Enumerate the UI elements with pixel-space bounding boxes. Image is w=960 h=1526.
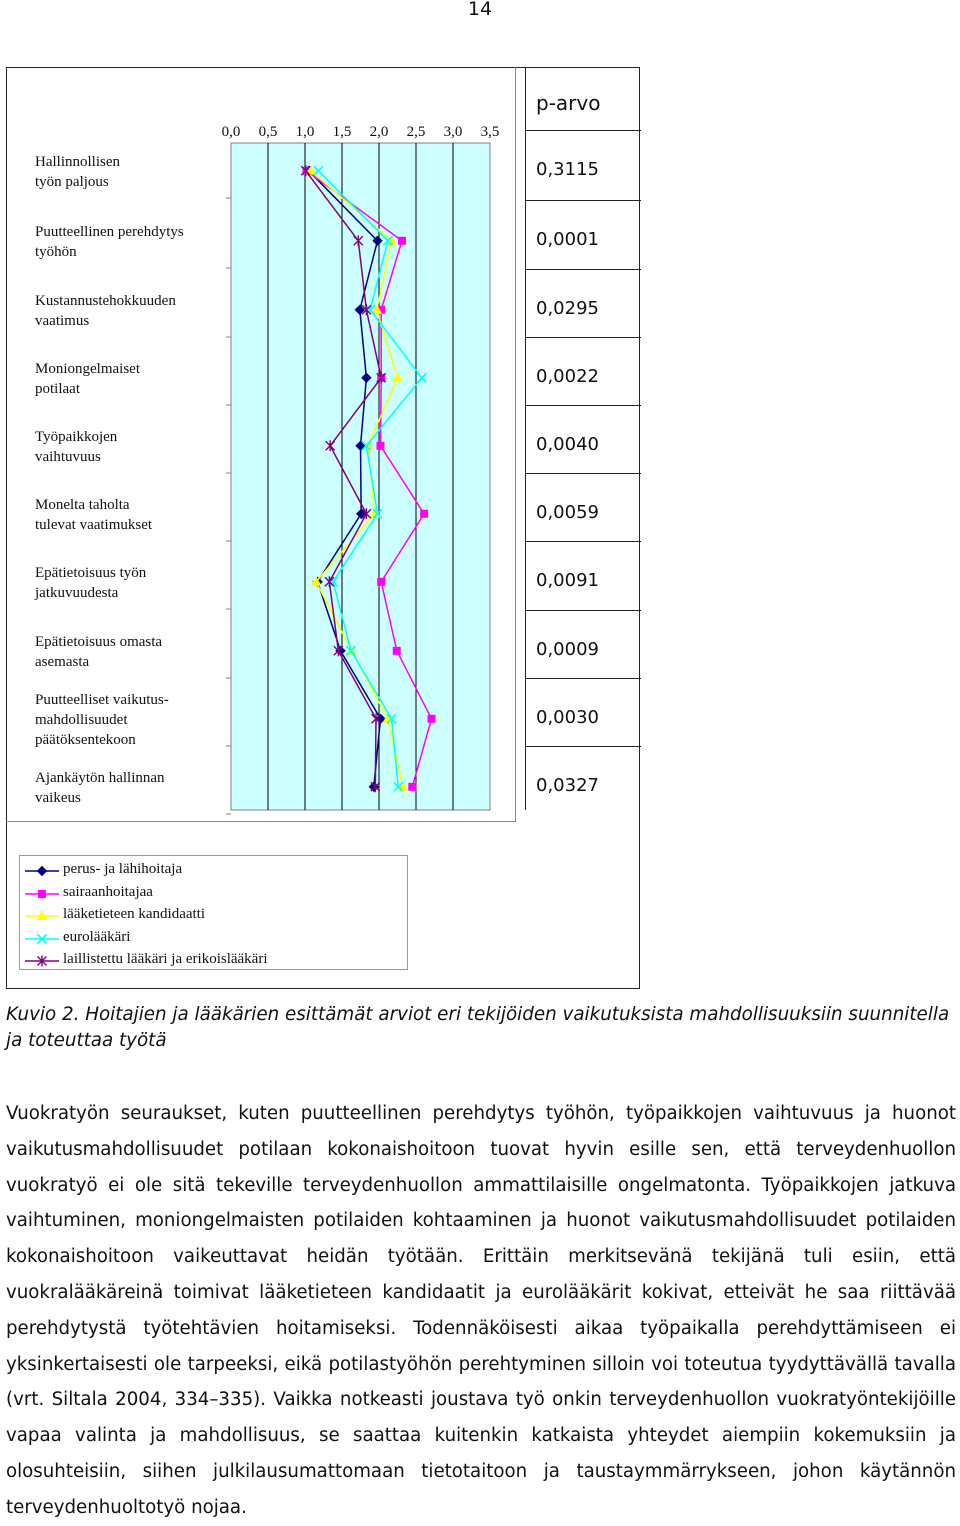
p-value-header: p-arvo (536, 91, 601, 115)
category-label: Ajankäytön hallinnan vaikeus (35, 769, 165, 806)
data-point (398, 237, 406, 245)
caption-text: Hoitajien ja lääkärien esittämät arviot eri tekijöiden vaikutuksista mahdollisuuksiin suunnitella ja toteuttaa työtä (6, 1004, 950, 1051)
data-point (38, 867, 47, 876)
x-tick-label: 3,5 (480, 124, 500, 140)
legend-label: sairaanhoitajaa (63, 883, 153, 900)
category-label: Epätietoisuus työn jatkuvuudesta (35, 564, 147, 601)
legend-entry (20, 951, 405, 973)
category-label: Työpaikkojen vaihtuvuus (35, 428, 118, 465)
legend-label: perus- ja lähihoitaja (63, 861, 183, 877)
legend-label: eurolääkäri (63, 928, 131, 945)
legend-entry (20, 884, 405, 906)
p-value-cell: 0,0091 (526, 541, 641, 609)
category-label: Puutteellinen perehdytys työhön (35, 223, 184, 260)
legend-entry (20, 906, 405, 928)
data-point (420, 510, 428, 518)
p-value-cell: 0,0022 (526, 337, 641, 405)
x-tick-label: 0,5 (258, 124, 278, 140)
p-value-cell: 0,0059 (526, 473, 641, 541)
caption-label: Kuvio 2. (6, 1004, 80, 1025)
data-point (38, 890, 46, 898)
p-value-cell: 0,0295 (526, 269, 641, 337)
category-label: Moniongelmaiset potilaat (35, 360, 140, 397)
x-tick-label: 1,0 (295, 124, 315, 140)
category-label: Puutteelliset vaikutus-mahdollisuudet päätöksentekoon (35, 691, 169, 748)
body-paragraph: Vuokratyön seuraukset, kuten puutteellinen perehdytys työhön, työpaikkojen vaihtuvuus ja huonot vaikutusmahdollisuudet potilaan kokonaishoitoon tuovat hyvin esille sen, että terveydenhuollon vuokratyö ei ole sitä tekeville terveydenhuollon ammattilaisille ongelmatonta. Työpaikkojen jatkuva vaihtuminen, moniongelmaisten potilaiden kohtaaminen ja huonot vaikutusmahdollisuudet potilaiden kokonaishoitoon vaikeuttavat heidän työtään. Erittäin merkitsevänä tekijänä tuli esiin, että vuokralääkäreinä toimivat lääketieteen kandidaatit ja eurolääkärit kokivat, etteivät he saa riittävää perehdytystä työtehtävien hoitamiseksi. Todennäköisesti aikaa työpaikalla perehdyttämiseen ei yksinkertaisesti ole tarpeeksi, eikä potilastyöhön perehtyminen silloin voi toteutua tyydyttävällä tavalla (vrt. Siltala 2004, 334–335). Vaikka notkeasti joustava työ onkin terveydenhuollon vuokratyöntekijöille vapaa valinta ja mahdollisuus, se saattaa kuitenkin katkaista yhteydet aiempiin kokemuksiin ja olosuhteisiin, siihen julkilausumattomaan tietotaitoon ja taustaymmärrykseen, johon käytännön terveydenhuoltotyö nojaa. (6, 1103, 956, 1518)
p-value-cell: 0,0030 (526, 678, 641, 746)
legend-swatch (25, 931, 59, 947)
p-value-cell: 0,3115 (526, 130, 641, 198)
figure-caption (6, 1002, 956, 1054)
category-label: Hallinnollisen työn paljous (35, 153, 120, 190)
data-point (408, 783, 416, 791)
page-number: 14 (467, 0, 493, 20)
data-point (428, 715, 436, 723)
category-label: Kustannustehokkuuden vaatimus (35, 292, 176, 329)
x-tick-label: 2,5 (406, 124, 426, 140)
legend-swatch (25, 908, 59, 924)
legend-entry (20, 929, 405, 951)
x-tick-label: 0,0 (221, 124, 241, 140)
category-label: Monelta taholta tulevat vaatimukset (35, 496, 153, 533)
data-point (376, 442, 384, 450)
p-value-cell: 0,0009 (526, 610, 641, 678)
p-value-cell: 0,0040 (526, 405, 641, 473)
legend-label: laillistettu lääkäri ja erikoislääkäri (63, 951, 268, 967)
data-point (377, 578, 385, 586)
data-point (393, 647, 401, 655)
p-value-column (525, 67, 640, 810)
legend-swatch (25, 863, 59, 879)
p-value-cell: 0,0327 (526, 746, 641, 814)
x-tick-label: 3,0 (443, 124, 463, 140)
legend-swatch (25, 886, 59, 902)
category-label: Epätietoisuus omasta asemasta (35, 633, 163, 670)
x-tick-label: 1,5 (332, 124, 352, 140)
p-value-cell: 0,0001 (526, 200, 641, 268)
legend-label: lääketieteen kandidaatti (63, 906, 206, 922)
legend-swatch (25, 953, 59, 969)
legend (19, 855, 408, 970)
x-tick-label: 2,0 (369, 124, 389, 140)
legend-entry (20, 861, 405, 883)
